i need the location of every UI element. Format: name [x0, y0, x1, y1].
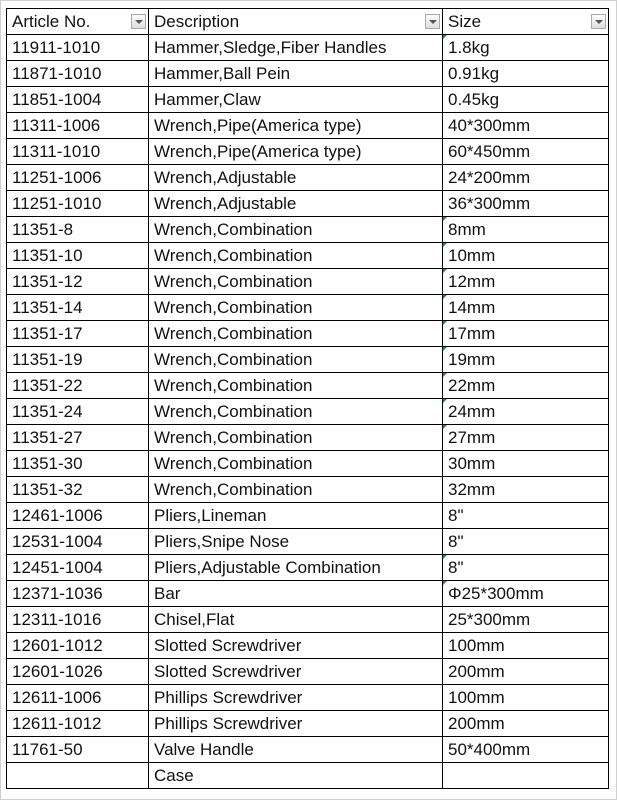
description-cell[interactable]: Wrench,Combination: [149, 477, 443, 503]
header-article-no: [7, 9, 149, 35]
article-no-cell[interactable]: 12611-1012: [7, 711, 149, 737]
size-cell[interactable]: 60*450mm: [443, 139, 609, 165]
size-cell[interactable]: 8": [443, 529, 609, 555]
size-cell[interactable]: 8mm: [443, 217, 609, 243]
table-row: [7, 451, 609, 477]
article-no-cell[interactable]: [7, 763, 149, 789]
description-cell[interactable]: Wrench,Combination: [149, 269, 443, 295]
chevron-down-icon[interactable]: [131, 14, 146, 29]
article-no-cell[interactable]: 12601-1012: [7, 633, 149, 659]
table-row: [7, 139, 609, 165]
size-cell[interactable]: 50*400mm: [443, 737, 609, 763]
article-no-cell[interactable]: 11251-1010: [7, 191, 149, 217]
size-cell[interactable]: 100mm: [443, 685, 609, 711]
size-cell[interactable]: 14mm: [443, 295, 609, 321]
table-row: [7, 113, 609, 139]
size-cell[interactable]: [443, 763, 609, 789]
table-row: [7, 191, 609, 217]
table-row: [7, 321, 609, 347]
chevron-down-icon[interactable]: [425, 14, 440, 29]
table-row: [7, 35, 609, 61]
article-no-cell[interactable]: 11311-1010: [7, 139, 149, 165]
description-cell[interactable]: Case: [149, 763, 443, 789]
table-row: [7, 243, 609, 269]
description-cell[interactable]: Wrench,Adjustable: [149, 165, 443, 191]
description-cell[interactable]: Wrench,Combination: [149, 373, 443, 399]
chevron-down-icon[interactable]: [591, 14, 606, 29]
size-cell[interactable]: 22mm: [443, 373, 609, 399]
article-no-cell[interactable]: 11761-50: [7, 737, 149, 763]
description-cell[interactable]: Phillips Screwdriver: [149, 685, 443, 711]
size-cell[interactable]: 10mm: [443, 243, 609, 269]
size-cell[interactable]: 0.91kg: [443, 61, 609, 87]
table-row: [7, 269, 609, 295]
size-cell[interactable]: 8": [443, 555, 609, 581]
description-cell[interactable]: Wrench,Combination: [149, 243, 443, 269]
table-row: [7, 61, 609, 87]
article-no-cell[interactable]: 11351-22: [7, 373, 149, 399]
article-no-cell[interactable]: 11351-24: [7, 399, 149, 425]
description-cell[interactable]: Wrench,Adjustable: [149, 191, 443, 217]
table-row: [7, 347, 609, 373]
table-row: [7, 685, 609, 711]
table-row: [7, 503, 609, 529]
article-no-cell[interactable]: 11251-1006: [7, 165, 149, 191]
description-cell[interactable]: Wrench,Combination: [149, 217, 443, 243]
table-row: [7, 217, 609, 243]
description-cell[interactable]: Pliers,Snipe Nose: [149, 529, 443, 555]
article-no-cell[interactable]: 11871-1010: [7, 61, 149, 87]
description-cell[interactable]: Wrench,Combination: [149, 451, 443, 477]
size-cell[interactable]: 40*300mm: [443, 113, 609, 139]
description-cell[interactable]: Wrench,Pipe(America type): [149, 113, 443, 139]
article-no-cell[interactable]: 11351-8: [7, 217, 149, 243]
table-row: [7, 711, 609, 737]
description-cell[interactable]: Wrench,Combination: [149, 295, 443, 321]
article-no-cell[interactable]: 12531-1004: [7, 529, 149, 555]
size-cell[interactable]: 200mm: [443, 659, 609, 685]
size-cell[interactable]: 24mm: [443, 399, 609, 425]
description-cell[interactable]: Wrench,Combination: [149, 347, 443, 373]
table-body: [7, 35, 609, 789]
article-no-cell[interactable]: 12461-1006: [7, 503, 149, 529]
article-no-cell[interactable]: 11851-1004: [7, 87, 149, 113]
table-row: [7, 373, 609, 399]
description-cell[interactable]: Pliers,Lineman: [149, 503, 443, 529]
table-row: [7, 659, 609, 685]
size-cell[interactable]: Φ25*300mm: [443, 581, 609, 607]
size-cell[interactable]: 17mm: [443, 321, 609, 347]
article-no-cell[interactable]: 11351-19: [7, 347, 149, 373]
size-cell[interactable]: 200mm: [443, 711, 609, 737]
article-no-cell[interactable]: 12601-1026: [7, 659, 149, 685]
table-row: [7, 425, 609, 451]
size-cell[interactable]: 100mm: [443, 633, 609, 659]
description-cell[interactable]: Hammer,Ball Pein: [149, 61, 443, 87]
size-cell[interactable]: 1.8kg: [443, 35, 609, 61]
size-cell[interactable]: 0.45kg: [443, 87, 609, 113]
article-no-cell[interactable]: 11351-12: [7, 269, 149, 295]
article-no-cell[interactable]: 11911-1010: [7, 35, 149, 61]
description-cell[interactable]: Slotted Screwdriver: [149, 659, 443, 685]
size-cell[interactable]: 24*200mm: [443, 165, 609, 191]
size-cell[interactable]: 19mm: [443, 347, 609, 373]
description-cell[interactable]: Bar: [149, 581, 443, 607]
article-no-cell[interactable]: 12311-1016: [7, 607, 149, 633]
article-no-cell[interactable]: 11351-30: [7, 451, 149, 477]
size-cell[interactable]: 12mm: [443, 269, 609, 295]
description-cell[interactable]: Hammer,Claw: [149, 87, 443, 113]
description-cell[interactable]: Slotted Screwdriver: [149, 633, 443, 659]
description-cell[interactable]: Wrench,Combination: [149, 399, 443, 425]
description-cell[interactable]: Phillips Screwdriver: [149, 711, 443, 737]
table-row: [7, 165, 609, 191]
size-cell[interactable]: 30mm: [443, 451, 609, 477]
header-description: [149, 9, 443, 35]
description-cell[interactable]: Wrench,Pipe(America type): [149, 139, 443, 165]
article-no-cell[interactable]: 11351-10: [7, 243, 149, 269]
size-cell[interactable]: 27mm: [443, 425, 609, 451]
article-no-cell[interactable]: 11351-32: [7, 477, 149, 503]
table-row: [7, 633, 609, 659]
table-row: [7, 763, 609, 789]
table-row: [7, 607, 609, 633]
table-row: [7, 399, 609, 425]
article-no-cell[interactable]: 11351-27: [7, 425, 149, 451]
header-row: [7, 9, 609, 35]
table-row: [7, 555, 609, 581]
article-no-cell[interactable]: 11351-17: [7, 321, 149, 347]
article-no-cell[interactable]: 12371-1036: [7, 581, 149, 607]
article-no-cell[interactable]: 11351-14: [7, 295, 149, 321]
description-cell[interactable]: Wrench,Combination: [149, 321, 443, 347]
header-article-no-label: Article No.: [12, 12, 91, 31]
header-description-label: Description: [154, 12, 240, 31]
description-cell[interactable]: Hammer,Sledge,Fiber Handles: [149, 35, 443, 61]
size-cell[interactable]: 36*300mm: [443, 191, 609, 217]
size-cell[interactable]: 25*300mm: [443, 607, 609, 633]
table-row: [7, 295, 609, 321]
header-size: [443, 9, 609, 35]
article-no-cell[interactable]: 11311-1006: [7, 113, 149, 139]
article-no-cell[interactable]: 12611-1006: [7, 685, 149, 711]
table-row: [7, 581, 609, 607]
table-row: [7, 87, 609, 113]
description-cell[interactable]: Pliers,Adjustable Combination: [149, 555, 443, 581]
article-no-cell[interactable]: 12451-1004: [7, 555, 149, 581]
table-row: [7, 737, 609, 763]
size-cell[interactable]: 32mm: [443, 477, 609, 503]
size-cell[interactable]: 8": [443, 503, 609, 529]
header-size-label: Size: [448, 12, 482, 31]
description-cell[interactable]: Wrench,Combination: [149, 425, 443, 451]
description-cell[interactable]: Chisel,Flat: [149, 607, 443, 633]
table-row: [7, 477, 609, 503]
description-cell[interactable]: Valve Handle: [149, 737, 443, 763]
parts-table: [6, 8, 609, 789]
table-row: [7, 529, 609, 555]
